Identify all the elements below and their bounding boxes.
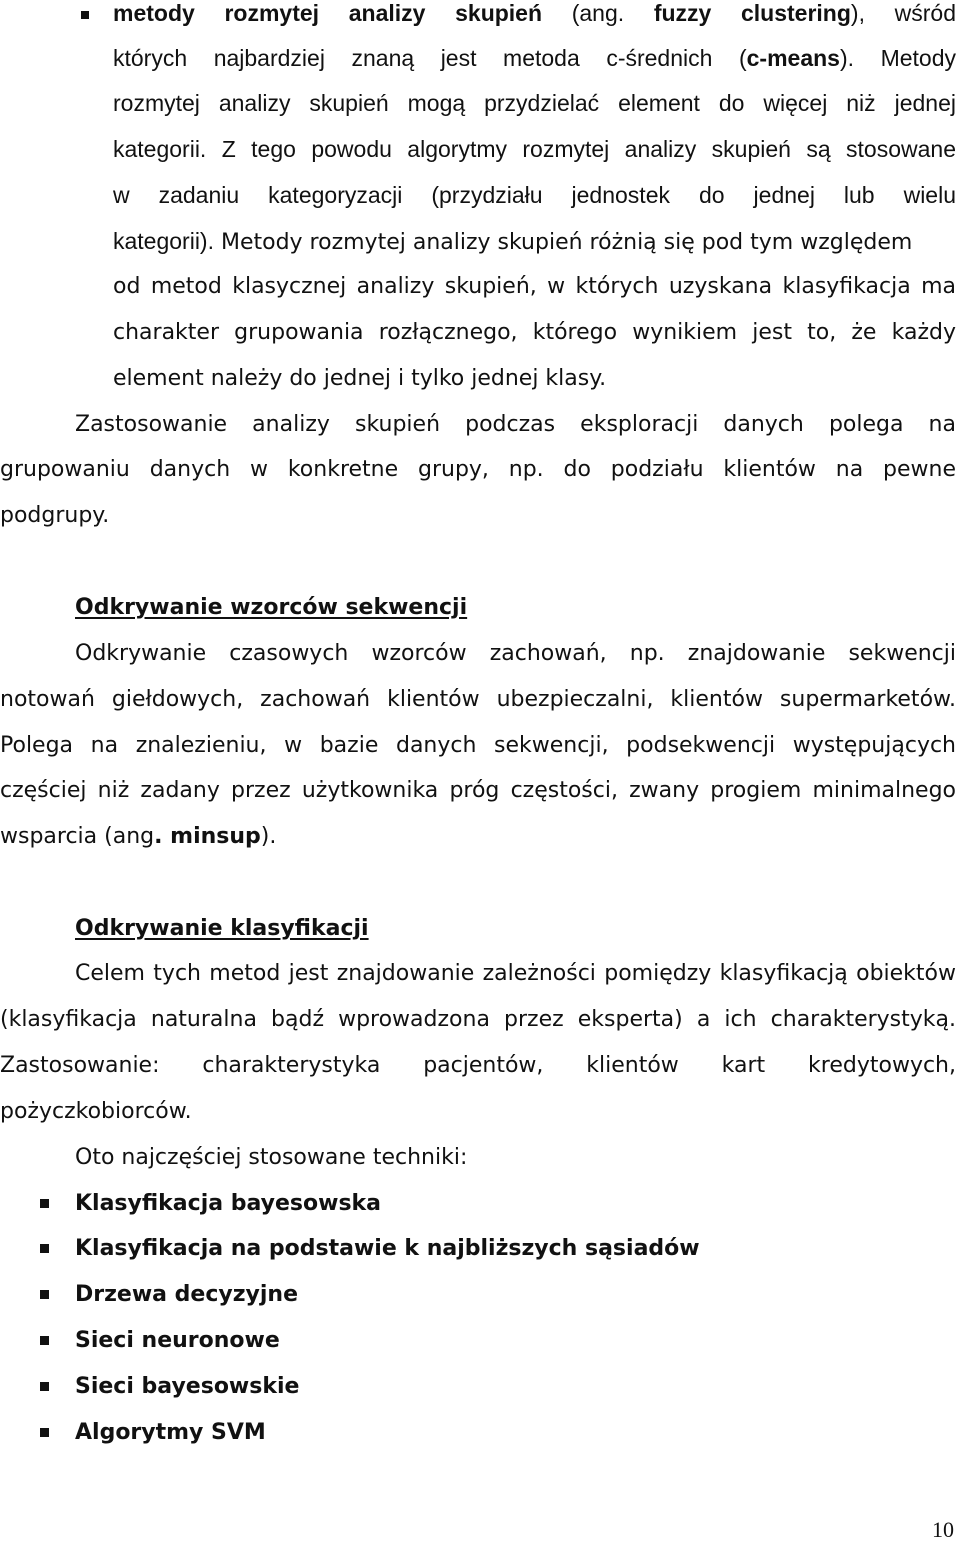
list-item: Sieci neuronowe xyxy=(0,1326,960,1356)
fuzzy-line-5: w zadaniu kategoryzacji (przydziału jednostek do jednej lub wielu xyxy=(113,182,956,208)
fuzzy-line-1: metody rozmytej analizy skupień (ang. fuzzy clustering), wśród xyxy=(113,0,956,26)
paragraph-line: częściej niż zadany przez użytkownika próg częstości, zwany progiem minimalnego xyxy=(0,778,956,803)
minsup-bold: . minsup xyxy=(154,824,261,849)
fuzzy-clustering-bold: fuzzy clustering xyxy=(653,0,851,26)
list-item: Klasyfikacja na podstawie k najbliższych sąsiadów xyxy=(0,1234,960,1264)
paragraph-line: Odkrywanie czasowych wzorców zachowań, np. znajdowanie sekwencji xyxy=(75,641,956,666)
paragraph-line: wsparcia (ang. minsup). xyxy=(0,824,277,849)
square-bullet-icon xyxy=(40,1382,49,1391)
square-bullet-icon xyxy=(40,1199,49,1208)
page-number: 10 xyxy=(932,1517,954,1542)
square-bullet-icon xyxy=(40,1428,49,1437)
paragraph-line: Zastosowanie analizy skupień podczas eksploracji danych polega na xyxy=(75,412,956,437)
list-item: Klasyfikacja bayesowska xyxy=(0,1189,960,1219)
list-item: Algorytmy SVM xyxy=(0,1418,960,1448)
list-item: Drzewa decyzyjne xyxy=(0,1280,960,1310)
fuzzy-line-8: charakter grupowania rozłącznego, którego wynikiem jest to, że każdy xyxy=(113,320,956,345)
fuzzy-line-9: element należy do jednej i tylko jednej klasy. xyxy=(113,366,607,391)
c-means-bold: c-means xyxy=(746,45,840,71)
paragraph-line: notowań giełdowych, zachowań klientów ubezpieczalni, klientów supermarketów. xyxy=(0,687,956,712)
fuzzy-line-6: kategorii). Metody rozmytej analizy skupień różnią się pod tym względem xyxy=(113,228,913,255)
section-heading: Odkrywanie wzorców sekwencji xyxy=(75,595,468,620)
fuzzy-line-2: których najbardziej znaną jest metoda c-średnich (c-means). Metody xyxy=(113,45,956,71)
fuzzy-line-7: od metod klasycznej analizy skupień, w których uzyskana klasyfikacja ma xyxy=(113,274,956,299)
fuzzy-line-4: kategorii. Z tego powodu algorytmy rozmytej analizy skupień są stosowane xyxy=(113,136,956,162)
square-bullet-icon xyxy=(81,11,89,19)
paragraph-line: Celem tych metod jest znajdowanie zależności pomiędzy klasyfikacją obiektów xyxy=(75,961,956,986)
paragraph-line: grupowaniu danych w konkretne grupy, np. do podziału klientów na pewne xyxy=(0,457,956,482)
square-bullet-icon xyxy=(40,1290,49,1299)
section-heading: Odkrywanie klasyfikacji xyxy=(75,916,369,941)
fuzzy-term-bold: metody rozmytej analizy skupień xyxy=(113,0,543,26)
techniques-intro: Oto najczęściej stosowane techniki: xyxy=(75,1145,468,1170)
square-bullet-icon xyxy=(40,1244,49,1253)
paragraph-line: (klasyfikacja naturalna bądź wprowadzona przez eksperta) a ich charakterystyką. xyxy=(0,1007,956,1032)
list-item: Sieci bayesowskie xyxy=(0,1372,960,1402)
paragraph-line: Zastosowanie: charakterystyka pacjentów, klientów kart kredytowych, xyxy=(0,1053,956,1078)
fuzzy-line-3: rozmytej analizy skupień mogą przydzielać element do więcej niż jednej xyxy=(113,90,956,116)
paragraph-line: pożyczkobiorców. xyxy=(0,1099,192,1124)
square-bullet-icon xyxy=(40,1336,49,1345)
paragraph-line: podgrupy. xyxy=(0,503,110,528)
paragraph-line: Polega na znalezieniu, w bazie danych sekwencji, podsekwencji występujących xyxy=(0,733,956,758)
